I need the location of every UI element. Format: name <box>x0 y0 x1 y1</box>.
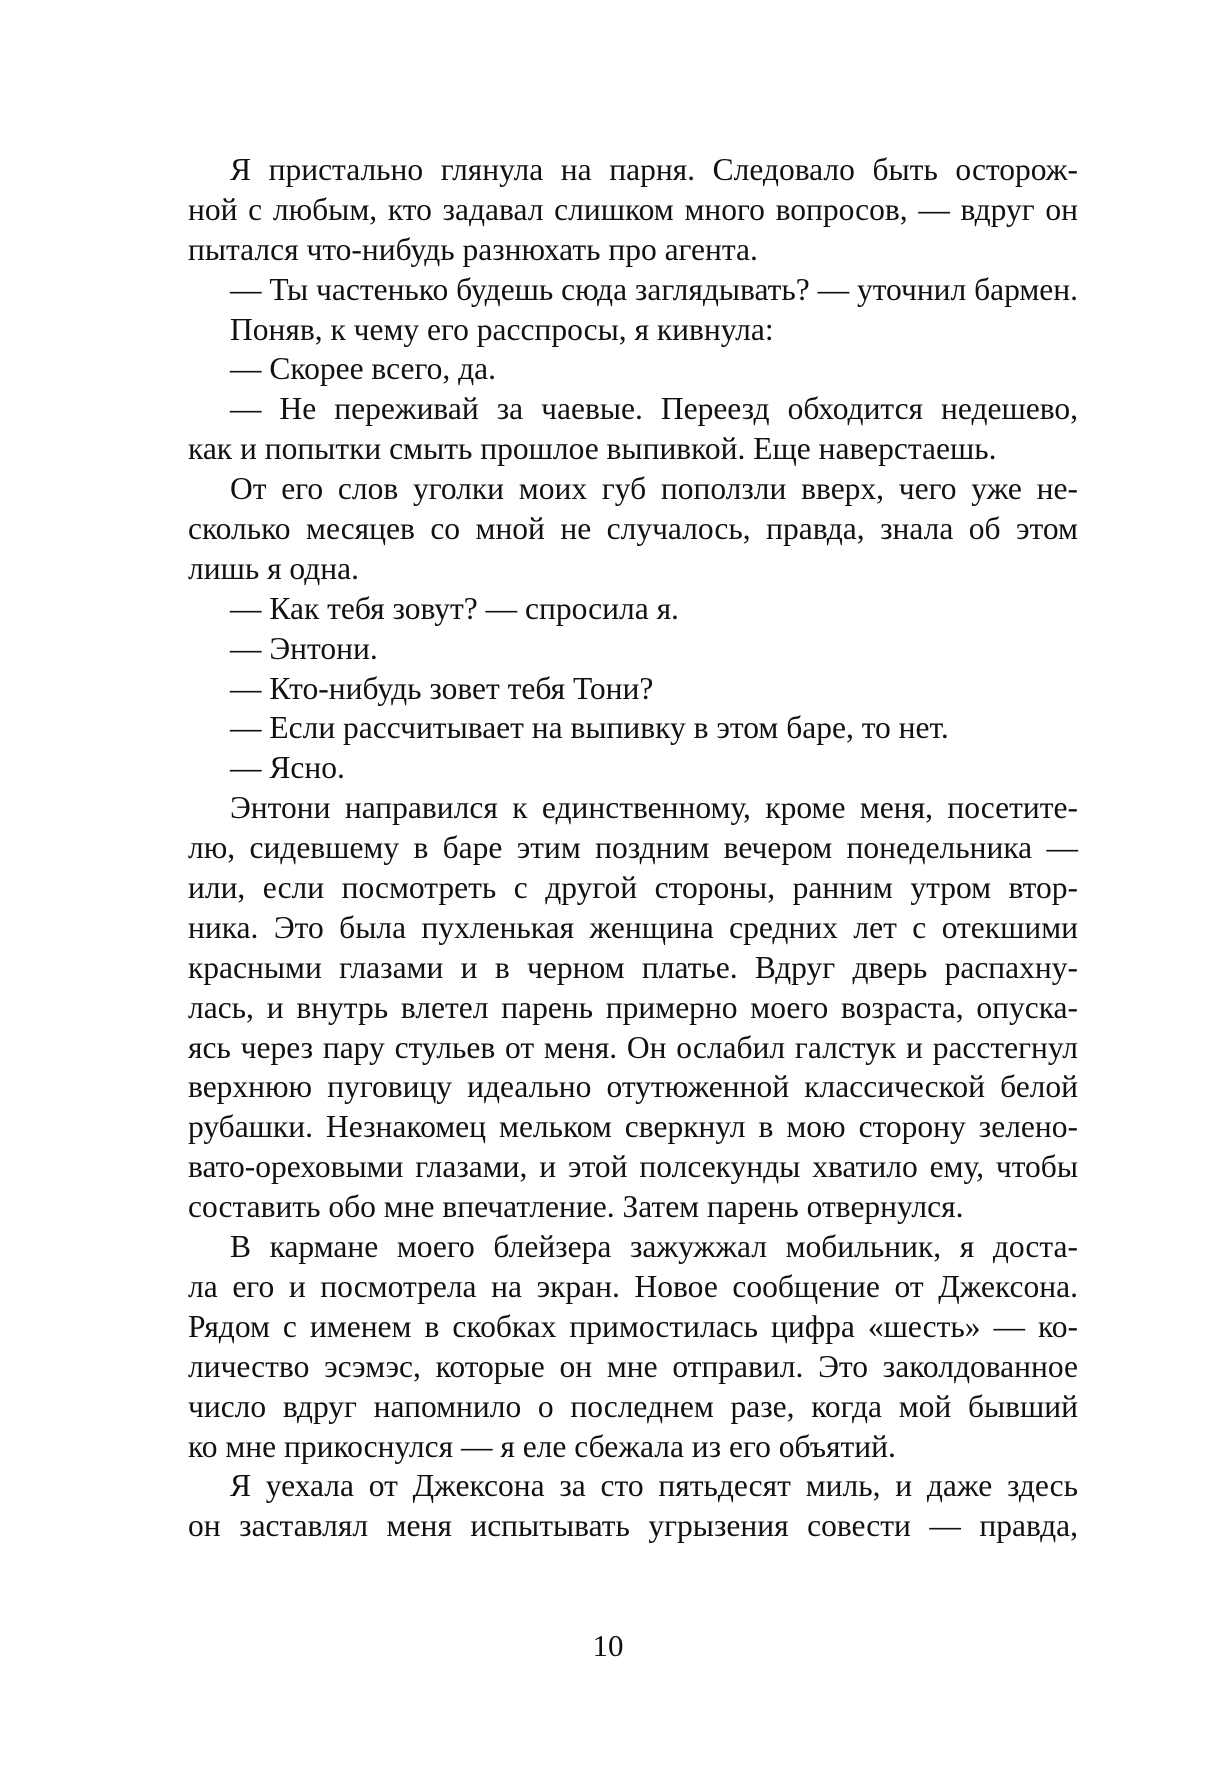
text-line: Энтони направился к единственному, кроме меня, посетите- <box>230 790 1078 826</box>
text-line: сколько месяцев со мной не случалось, правда, знала об этом <box>188 511 1078 547</box>
text-line: или, если посмотреть с другой стороны, ранним утром втор- <box>188 870 1078 906</box>
text-line: В кармане моего блейзера зажужжал мобильник, я доста- <box>230 1229 1078 1265</box>
text-line: — Как тебя зовут? — спросила я. <box>230 590 679 626</box>
text-line: лю, сидевшему в баре этим поздним вечером понедельника — <box>188 830 1078 866</box>
text-line: — Скорее всего, да. <box>230 351 496 387</box>
text-line: личество эсэмэс, которые он мне отправил. Это заколдованное <box>188 1348 1078 1384</box>
text-line: — Ты частенько будешь сюда заглядывать? — уточнил бармен. <box>230 271 1078 307</box>
text-line: ко мне прикоснулся — я еле сбежала из его объятий. <box>188 1428 896 1464</box>
text-line: как и попытки смыть прошлое выпивкой. Еще наверстаешь. <box>188 431 997 467</box>
text-line: Рядом с именем в скобках примостилась цифра «шесть» — ко- <box>188 1308 1078 1344</box>
text-line: лишь я одна. <box>188 550 360 586</box>
text-line: пытался что-нибудь разнюхать про агента. <box>188 231 758 267</box>
text-line: число вдруг напомнило о последнем разе, когда мой бывший <box>188 1388 1078 1424</box>
text-line: красными глазами и в черном платье. Вдруг дверь распахну- <box>188 949 1078 985</box>
text-line: ной с любым, кто задавал слишком много вопросов, — вдруг он <box>188 191 1078 227</box>
text-line: Я уехала от Джексона за сто пятьдесят миль, и даже здесь <box>230 1468 1078 1504</box>
text-line: — Если рассчитывает на выпивку в этом баре, то нет. <box>230 710 949 746</box>
text-line: Поняв, к чему его расспросы, я кивнула: <box>230 311 774 347</box>
text-line: верхнюю пуговицу идеально отутюженной классической белой <box>188 1069 1078 1105</box>
text-line: рубашки. Незнакомец мельком сверкнул в мою сторону зелено- <box>188 1109 1078 1145</box>
text-line: От его слов уголки моих губ поползли вверх, чего уже не- <box>230 471 1078 507</box>
text-line: — Ясно. <box>230 750 345 786</box>
text-line: лась, и внутрь влетел парень примерно моего возраста, опуска- <box>188 989 1078 1025</box>
text-line: — Энтони. <box>230 630 378 666</box>
text-line: ясь через пару стульев от меня. Он ослабил галстук и расстегнул <box>188 1029 1078 1065</box>
body-text <box>188 150 1078 1546</box>
text-line: ла его и посмотрела на экран. Новое сообщение от Джексона. <box>188 1268 1078 1304</box>
text-line: Я пристально глянула на парня. Следовало быть осторож- <box>230 152 1078 187</box>
page-number: 10 <box>592 1628 624 1663</box>
text-line: — Не переживай за чаевые. Переезд обходится недешево, <box>230 391 1078 427</box>
text-line: вато-ореховыми глазами, и этой полсекунды хватило ему, чтобы <box>188 1149 1078 1185</box>
text-line: — Кто-нибудь зовет тебя Тони? <box>230 670 654 706</box>
text-line: он заставлял меня испытывать угрызения совести — правда, <box>188 1508 1078 1544</box>
text-line: составить обо мне впечатление. Затем парень отвернулся. <box>188 1189 964 1225</box>
text-line: ника. Это была пухленькая женщина средних лет с отекшими <box>188 909 1078 945</box>
